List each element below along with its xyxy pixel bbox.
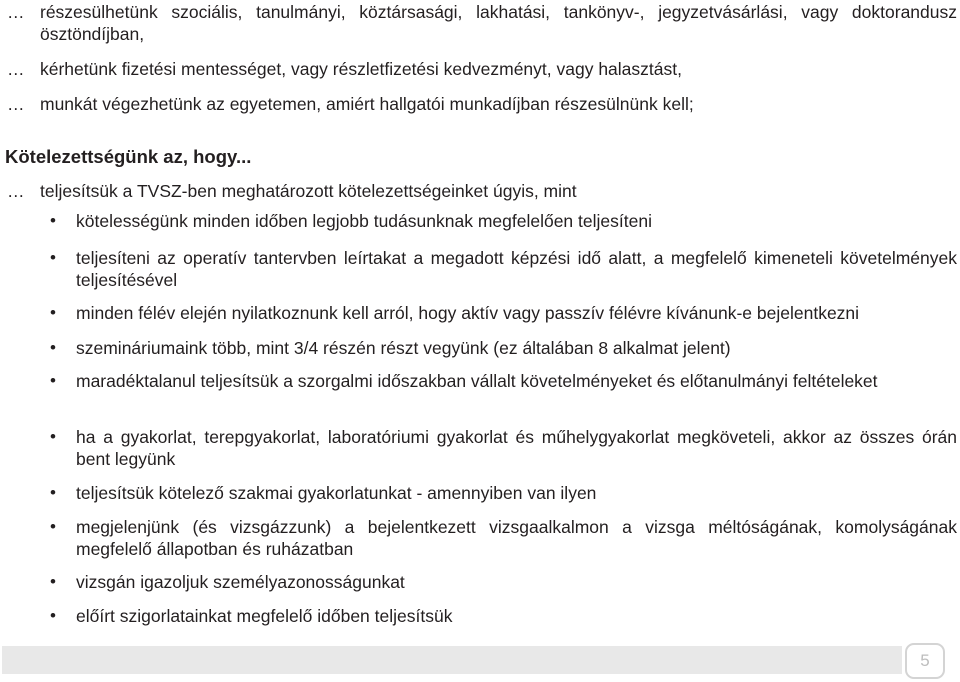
- list-item-text: vizsgán igazoljuk személyazonosságunkat: [76, 572, 405, 592]
- intro-item: [0, 1, 960, 45]
- bullet-marker: •: [50, 211, 56, 230]
- bullet-marker: •: [50, 572, 56, 591]
- bullet-marker: •: [50, 427, 56, 446]
- bullet-marker: •: [50, 606, 56, 625]
- list-item-text: maradéktalanul teljesítsük a szorgalmi időszakban vállalt követelményeket és előtanulmányi feltételeket: [76, 371, 878, 391]
- section-lead-text: teljesítsük a TVSZ-ben meghatározott kötelezettségeinket úgyis, mint: [40, 181, 577, 201]
- intro-item-text: kérhetünk fizetési mentességet, vagy részletfizetési kedvezményt, vagy halasztást,: [40, 59, 682, 79]
- bullet-marker: •: [50, 303, 56, 322]
- intro-item-text: munkát végezhetünk az egyetemen, amiért hallgatói munkadíjban részesülnünk kell;: [40, 94, 694, 114]
- section-heading: Kötelezettségünk az, hogy...: [5, 146, 252, 167]
- list-item-text: teljesíteni az operatív tantervben leírtakat a megadott képzési idő alatt, a megfelelő kimeneteli követelmények teljesítésével: [76, 248, 957, 290]
- ellipsis-marker: …: [7, 2, 25, 22]
- list-item-text: teljesítsük kötelező szakmai gyakorlatunkat - amennyiben van ilyen: [76, 483, 597, 503]
- list-item-text: megjelenjünk (és vizsgázzunk) a bejelentkezett vizsgaalkalmon a vizsga méltóságának, komolyságának megfelelő állapotban és ruházatban: [76, 517, 957, 559]
- bullet-marker: •: [50, 483, 56, 502]
- bullet-marker: •: [50, 338, 56, 357]
- bullet-marker: •: [50, 248, 56, 267]
- intro-item-text: részesülhetünk szociális, tanulmányi, köztársasági, lakhatási, tankönyv-, jegyzetvásárlási, vagy doktorandusz ösztöndíjban,: [40, 2, 957, 44]
- bullet-marker: •: [50, 371, 56, 390]
- list-item-text: szemináriumaink több, mint 3/4 részén részt vegyünk (ez általában 8 alkalmat jelent): [76, 338, 731, 358]
- page-number: 5: [905, 643, 945, 679]
- footer-bar: [2, 646, 902, 674]
- ellipsis-marker: …: [7, 59, 25, 79]
- bullet-marker: •: [50, 517, 56, 536]
- list-item-text: ha a gyakorlat, terepgyakorlat, laboratóriumi gyakorlat és műhelygyakorlat megköveteli, akkor az összes órán bent legyünk: [76, 427, 957, 469]
- ellipsis-marker: …: [7, 181, 25, 201]
- ellipsis-marker: …: [7, 94, 25, 114]
- list-item-text: kötelességünk minden időben legjobb tudásunknak megfelelően teljesíteni: [76, 211, 652, 231]
- list-item-text: minden félév elején nyilatkoznunk kell arról, hogy aktív vagy passzív félévre kívánunk-e bejelentkezni: [76, 303, 860, 323]
- list-item-text: előírt szigorlatainkat megfelelő időben teljesítsük: [76, 606, 453, 626]
